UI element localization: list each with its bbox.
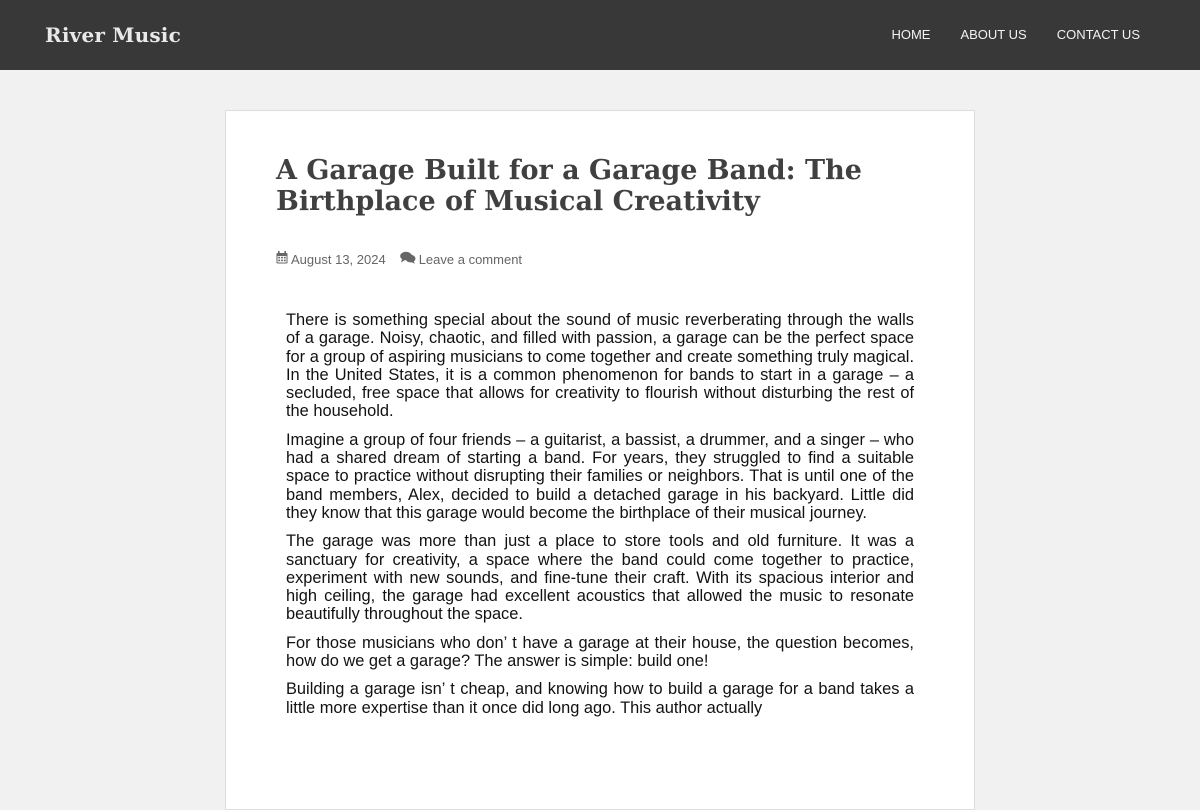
nav-home[interactable]: HOME	[891, 27, 931, 42]
post-date-link[interactable]: August 13, 2024	[291, 251, 386, 267]
paragraph: The garage was more than just a place to store tools and old furniture. It was a sanctuary for creativity, a space where the band could come together to practice, experiment with new sounds, and fine-tune their craft. With its spacious interior and high ceiling, the garage had excellent acoustics that allowed the music to resonate beautifully throughout the space.	[286, 532, 914, 624]
leave-comment-link[interactable]: Leave a comment	[418, 251, 523, 267]
paragraph: There is something special about the sound of music reverberating through the walls of a garage. Noisy, chaotic, and filled with passion, a garage can be the perfect space for a group of aspiring musicians to come together and create something truly magical. In the United States, it is a common phenomenon for bands to start in a garage – a secluded, free space that allows for creativity to flourish without disturbing the rest of the household.	[286, 311, 914, 421]
post-card	[225, 110, 975, 810]
paragraph: Building a garage isn’ t cheap, and knowing how to build a garage for a band takes a little more expertise than it once did long ago. This author actually	[286, 680, 914, 717]
paragraph: For those musicians who don’ t have a garage at their house, the question becomes, how do we get a garage? The answer is simple: build one!	[286, 633, 914, 671]
post-body	[286, 311, 914, 727]
post-meta	[276, 251, 522, 267]
post-date	[276, 251, 386, 267]
content-area	[0, 70, 1200, 740]
nav-contact-us[interactable]: CONTACT US	[1056, 27, 1140, 42]
comments-icon	[400, 251, 416, 267]
post-title: A Garage Built for a Garage Band: The Birthplace of Musical Creativity	[276, 155, 862, 217]
paragraph: Imagine a group of four friends – a guitarist, a bassist, a drummer, and a singer – who had a shared dream of starting a band. For years, they struggled to find a suitable space to practice without disrupting their families or neighbors. That is until one of the band members, Alex, decided to build a detached garage in his backyard. Little did they know that this garage would become the birthplace of their musical journey.	[286, 430, 914, 522]
main-nav	[891, 25, 1155, 45]
post-comments	[400, 251, 522, 267]
site-title-link[interactable]: River Music	[45, 23, 181, 47]
calendar-icon	[276, 251, 288, 267]
site-header	[0, 0, 1200, 70]
nav-about-us[interactable]: ABOUT US	[960, 27, 1027, 42]
